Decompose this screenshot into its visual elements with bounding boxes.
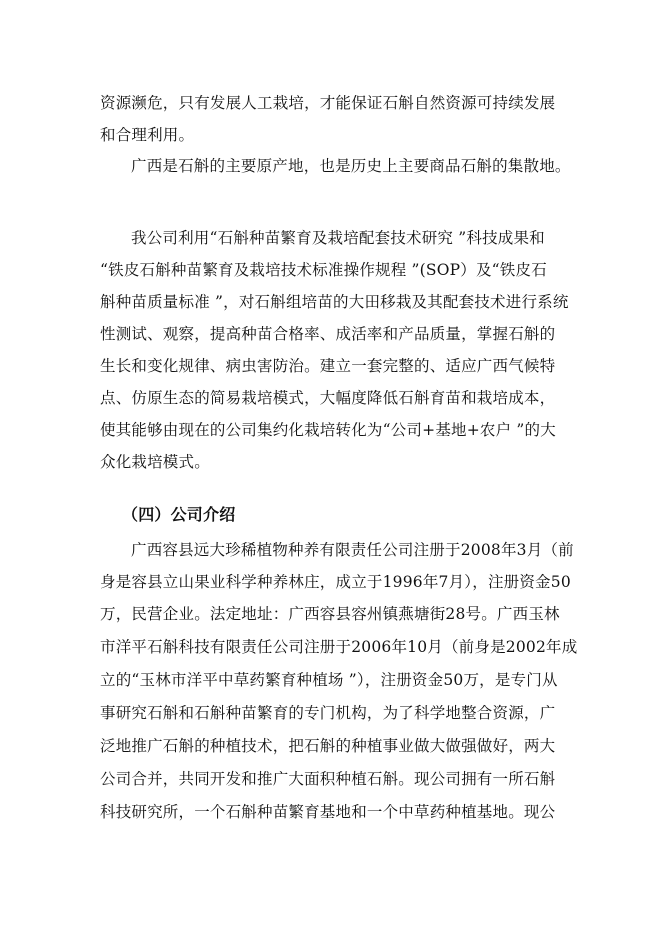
text-line: 公司合并，共同开发和推广大面积种植石斛。现公司拥有一所石斛	[100, 770, 556, 788]
text-line: 广西容县远大珍稀植物种养有限责任公司注册于2008年3月（前	[131, 541, 574, 559]
section-heading: （四）公司介绍	[122, 505, 236, 524]
text-line: 性测试、观察，提高种苗合格率、成活率和产品质量，掌握石斛的	[100, 325, 556, 343]
text-line: 科技研究所，一个石斛种苗繁育基地和一个中草药种植基地。现公	[100, 803, 556, 821]
text-line: 泛地推广石斛的种植技术，把石斛的种植事业做大做强做好，两大	[100, 737, 556, 755]
text-line: 我公司利用“石斛种苗繁育及栽培配套技术研究 ”科技成果和	[131, 229, 545, 247]
text-line: 斛种苗质量标准 ”，对石斛组培苗的大田移栽及其配套技术进行系统	[100, 293, 569, 311]
text-line: 身是容县立山果业科学种养林庄，成立于1996年7月），注册资金50	[100, 573, 571, 591]
text-line: 立的“玉林市洋平中草药繁育种植场 ”），注册资金50万，是专门从	[100, 671, 558, 689]
text-line: 万，民营企业。法定地址：广西容县容州镇燕塘街28号。广西玉林	[100, 605, 560, 623]
text-line: 众化栽培模式。	[100, 453, 210, 471]
text-line: 使其能够由现在的公司集约化栽培转化为“公司+基地+农户 ”的大	[100, 421, 556, 439]
text-line: 点、仿原生态的简易栽培模式，大幅度降低石斛育苗和栽培成本，	[100, 389, 556, 407]
text-line: “铁皮石斛种苗繁育及栽培技术标准操作规程 ”(SOP）及“铁皮石	[100, 261, 547, 279]
text-line: 事研究石斛和石斛种苗繁育的专门机构，为了科学地整合资源，广	[100, 704, 556, 722]
text-line: 生长和变化规律、病虫害防治。建立一套完整的、适应广西气候特	[100, 357, 556, 375]
text-line: 资源濒危，只有发展人工栽培，才能保证石斛自然资源可持续发展	[100, 94, 556, 112]
text-line: 广西是石斛的主要原产地，也是历史上主要商品石斛的集散地。	[131, 157, 571, 175]
text-line: 和合理利用。	[100, 126, 195, 144]
text-line: 市洋平石斛科技有限责任公司注册于2006年10月（前身是2002年成	[100, 638, 578, 656]
